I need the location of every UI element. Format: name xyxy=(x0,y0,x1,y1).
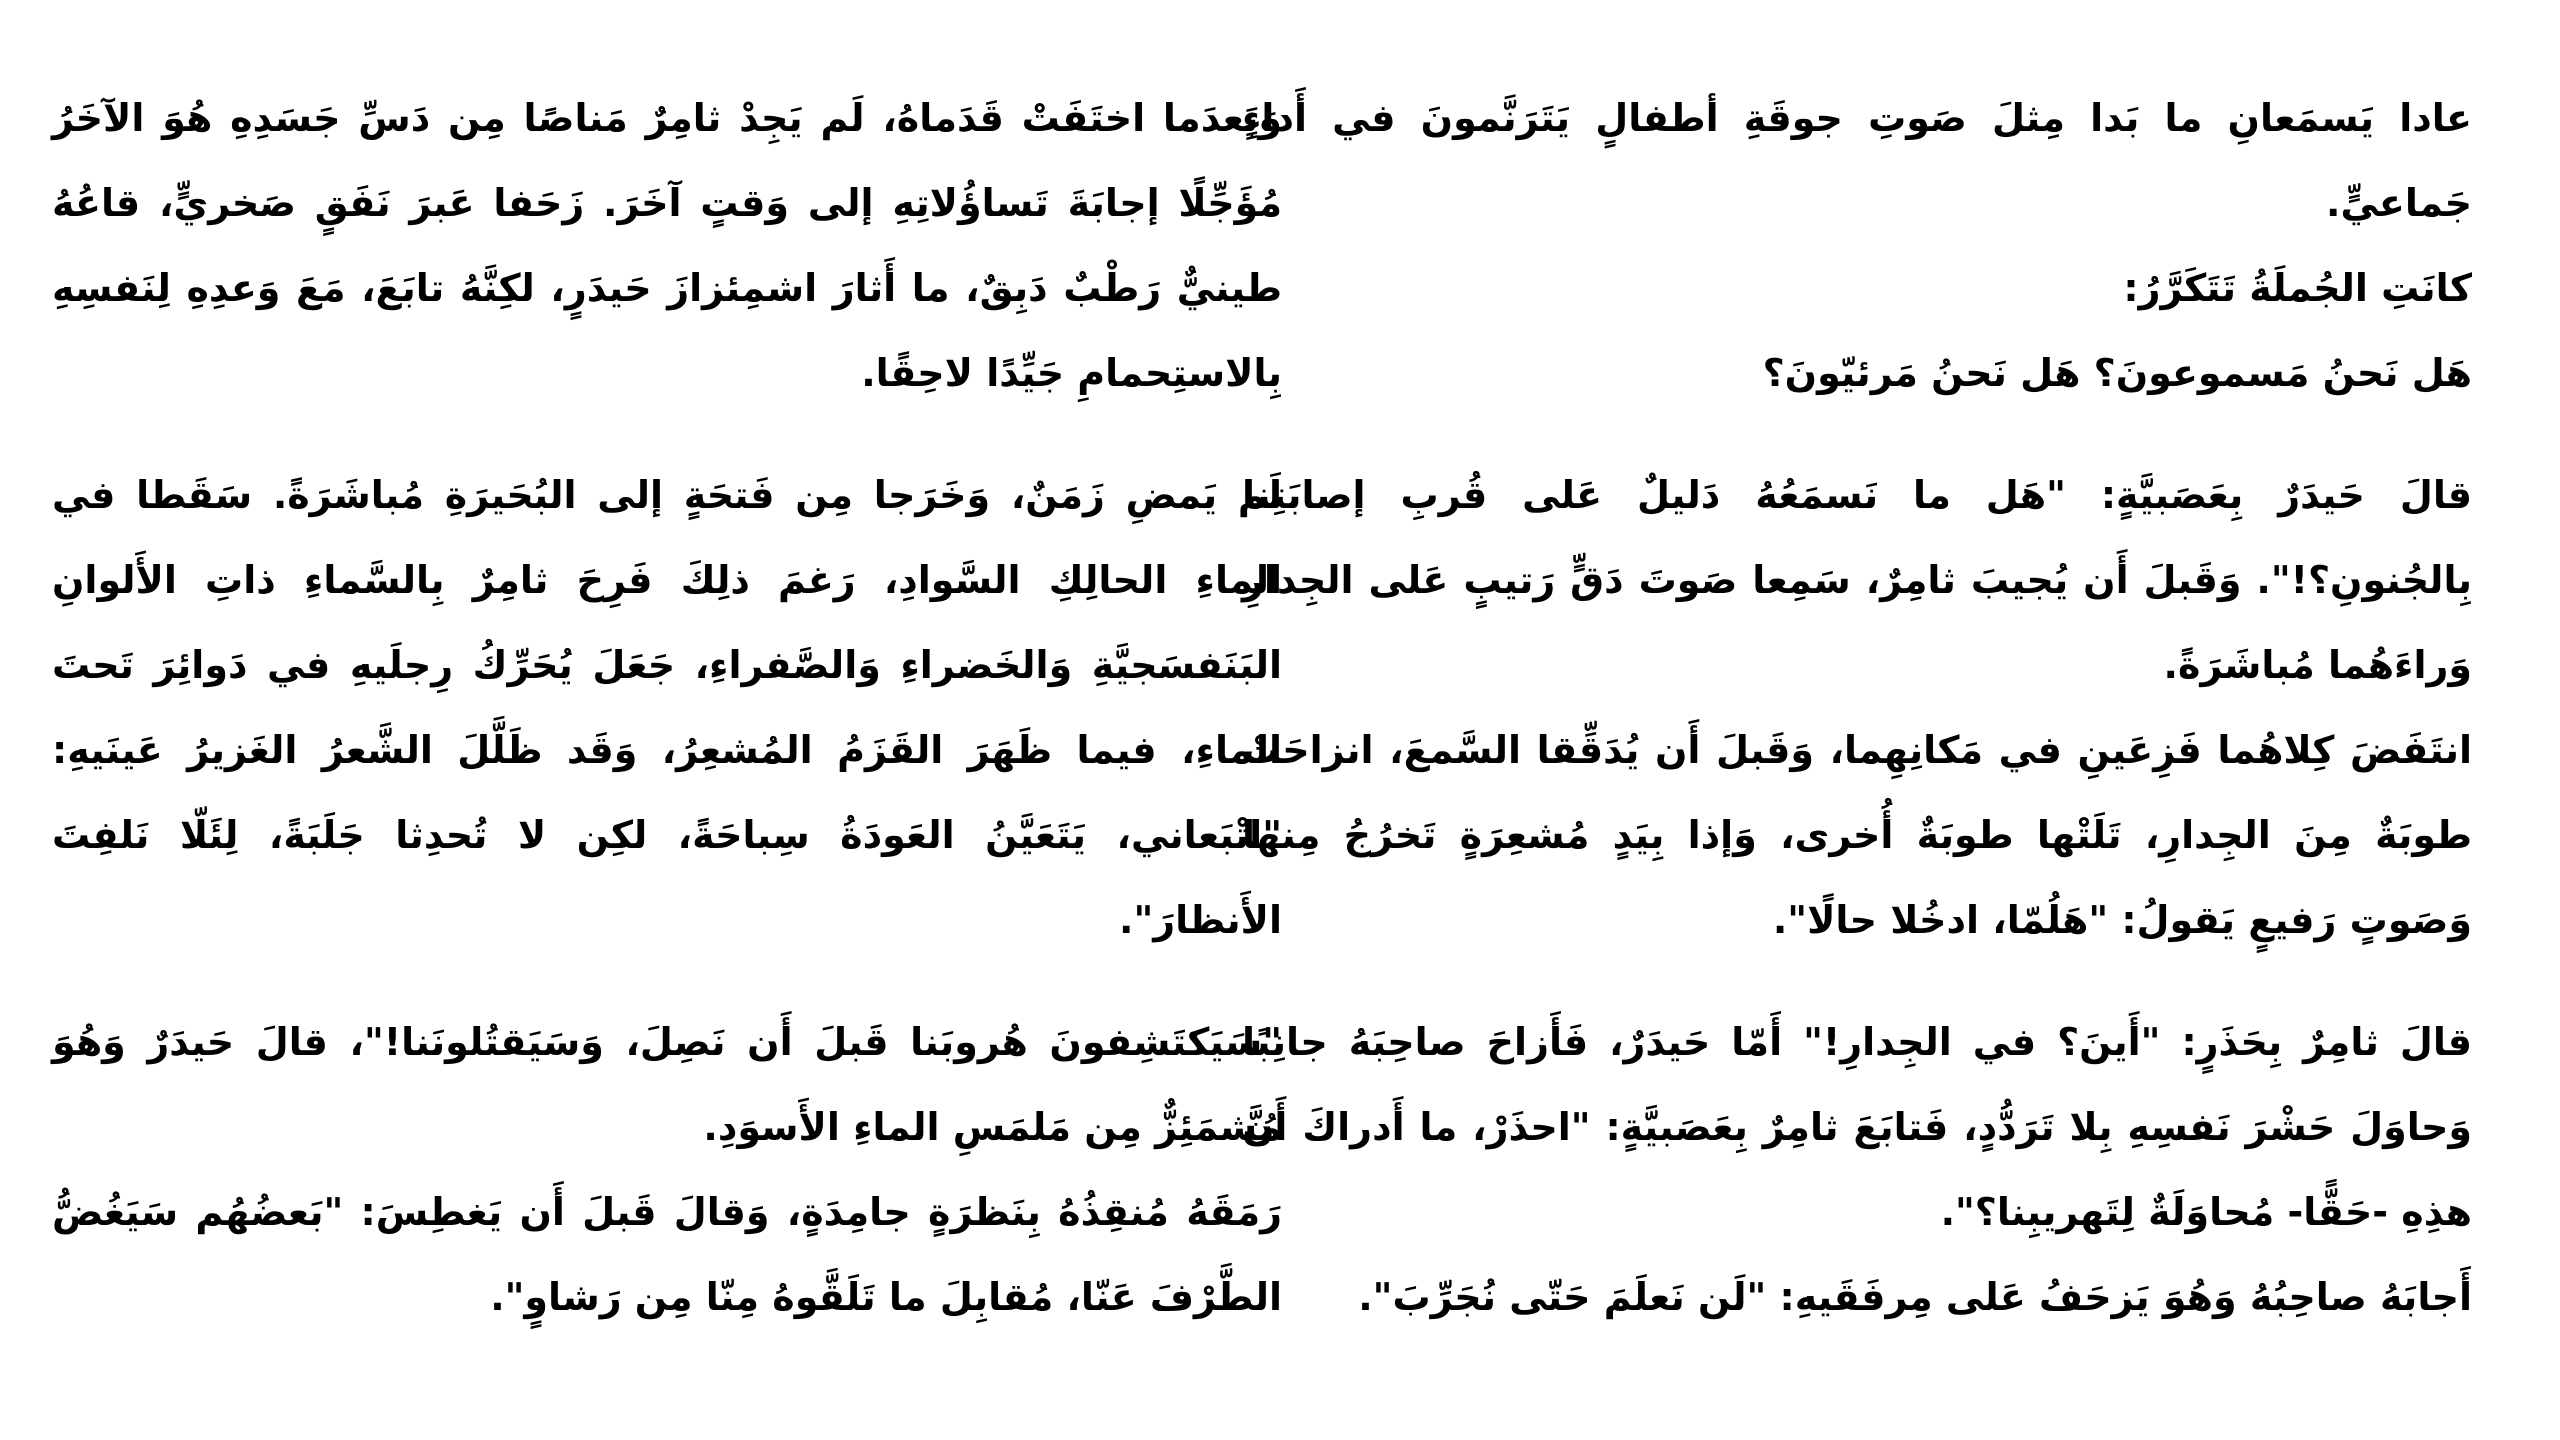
paragraph: كانَتِ الجُملَةُ تَتَكَرَّرُ: xyxy=(2123,266,2472,310)
paragraph-gap xyxy=(52,963,1282,1000)
paragraph: قالَ حَيدَرٌ بِعَصَبيَّةٍ: "هَل ما نَسمَعُهُ دَليلٌ عَلى قُربِ إصابَتِنا بِالجُنونِ؟!". وَقَبلَ أَن يُجيبَ ثامِرٌ، سَمِعا صَوتَ دَقٍّ رَتيبٍ عَلى الجِدارِ وَراءَهُما مُباشَرَةً. xyxy=(1242,473,2472,687)
paragraph-gap xyxy=(52,416,1282,453)
paragraph: لَم يَمضِ زَمَنٌ، وَخَرَجا مِن فَتحَةٍ إلى البُحَيرَةِ مُباشَرَةً. سَقَطا في الماءِ الحالِكِ السَّوادِ، رَغمَ ذلِكَ فَرِحَ ثامِرٌ بِالسَّماءِ ذاتِ الأَلوانِ البَنَفسَجيَّةِ وَالخَضراءِ وَالصَّفراءِ، جَعَلَ يُحَرِّكُ رِجلَيهِ في دَوائِرَ تَحتَ الماءِ، فيما ظَهَرَ القَزَمُ المُشعِرُ، وَقَد ظَلَّلَ الشَّعرُ الغَزيرُ عَينَيهِ: "اتْبَعاني، يَتَعَيَّنُ العَودَةُ سِباحَةً، لكِن لا تُحدِثا جَلَبَةً، لِئَلّا نَلفِتَ الأَنظارَ". xyxy=(52,473,1282,942)
paragraph: وَبَعدَما اختَفَتْ قَدَماهُ، لَم يَجِدْ ثامِرٌ مَناصًا مِن دَسِّ جَسَدِهِ هُوَ الآخَرُ مُؤَجِّلًا إجابَةَ تَساؤُلاتِهِ إلى وَقتٍ آخَرَ. زَحَفا عَبرَ نَفَقٍ صَخريٍّ، قاعُهُ طينيٌّ رَطْبٌ دَبِقٌ، ما أَثارَ اشمِئزازَ حَيدَرٍ، لكِنَّهُ تابَعَ، مَعَ وَعدِهِ لِنَفسِهِ بِالاستِحمامِ جَيِّدًا لاحِقًا. xyxy=(52,96,1282,395)
paragraph-gap xyxy=(1242,963,2472,1000)
paragraph-gap xyxy=(1242,416,2472,453)
right-column xyxy=(1242,76,2472,1340)
left-column xyxy=(52,76,1282,1340)
paragraph: "سَيَكتَشِفونَ هُروبَنا قَبلَ أَن نَصِلَ، وَسَيَقتُلونَنا!"، قالَ حَيدَرٌ وَهُوَ مُشمَئِزٌّ مِن مَلمَسِ الماءِ الأَسوَدِ. xyxy=(52,1020,1282,1149)
paragraph: أَجابَهُ صاحِبُهُ وَهُوَ يَزحَفُ عَلى مِرفَقَيهِ: "لَن نَعلَمَ حَتّى نُجَرِّبَ". xyxy=(1358,1275,2472,1319)
paragraph: قالَ ثامِرٌ بِحَذَرٍ: "أَينَ؟ في الجِدارِ!" أَمّا حَيدَرٌ، فَأَزاحَ صاحِبَهُ جانِبًا وَحاوَلَ حَشْرَ نَفسِهِ بِلا تَرَدُّدٍ، فَتابَعَ ثامِرٌ بِعَصَبيَّةٍ: "احذَرْ، ما أَدراكَ أَنَّ هذِهِ -حَقًّا- مُحاوَلَةٌ لِتَهريبِنا؟". xyxy=(1242,1020,2472,1234)
paragraph: انتَفَضَ كِلاهُما فَزِعَينِ في مَكانِهِما، وَقَبلَ أَن يُدَقِّقا السَّمعَ، انزاحَتْ طوبَةٌ مِنَ الجِدارِ، تَلَتْها طوبَةٌ أُخرى، وَإذا بِيَدٍ مُشعِرَةٍ تَخرُجُ مِنها وَصَوتٍ رَفيعٍ يَقولُ: "هَلُمّا، ادخُلا حالًا". xyxy=(1242,728,2472,942)
paragraph: عادا يَسمَعانِ ما بَدا مِثلَ صَوتِ جوقَةِ أطفالٍ يَتَرَنَّمونَ في أَداءٍ جَماعيٍّ. xyxy=(1242,96,2472,225)
paragraph: رَمَقَهُ مُنقِذُهُ بِنَظرَةٍ جامِدَةٍ، وَقالَ قَبلَ أَن يَغطِسَ: "بَعضُهُم سَيَغُضُّ الطَّرْفَ عَنّا، مُقابِلَ ما تَلَقَّوهُ مِنّا مِن رَشاوٍ". xyxy=(52,1190,1282,1319)
paragraph: هَل نَحنُ مَسموعونَ؟ هَل نَحنُ مَرئيّونَ؟ xyxy=(1762,351,2472,395)
